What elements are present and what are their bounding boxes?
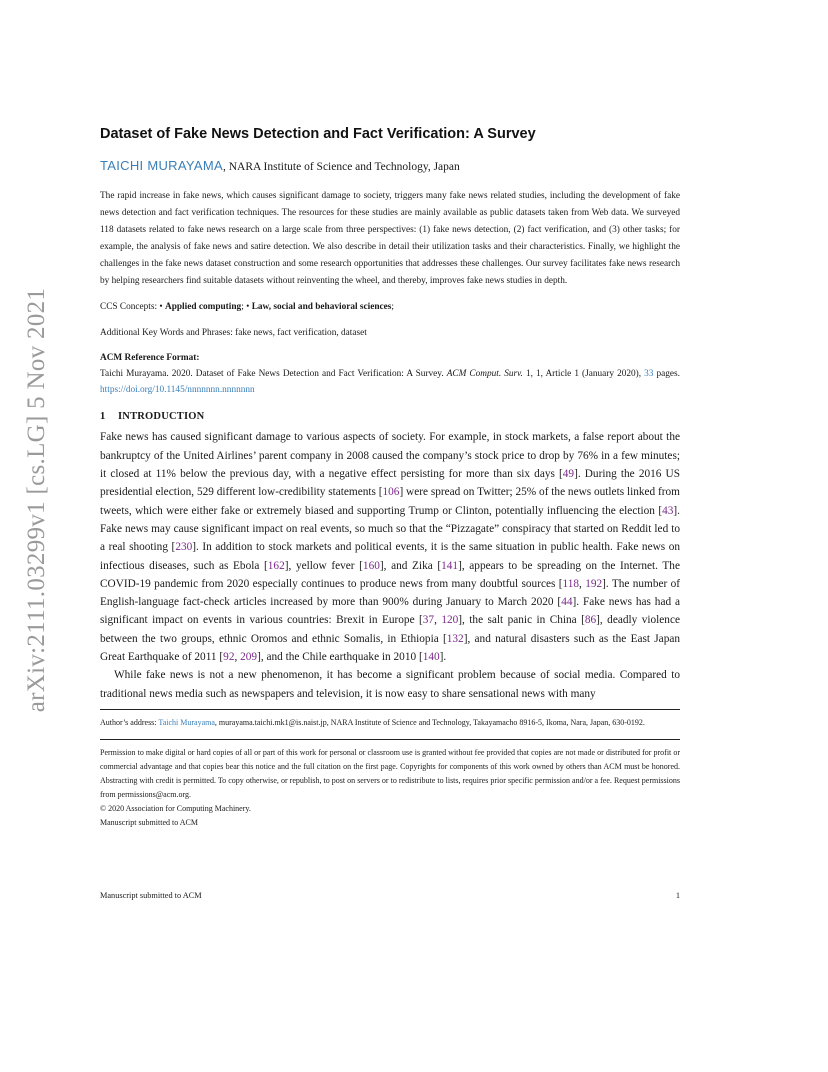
arxiv-side-stamp <box>22 265 52 735</box>
footnote-rule <box>100 709 680 710</box>
paper-first-page <box>100 126 680 830</box>
intro-text-segment: ]. Fake news may cause significant impact on real events, so much so that the “Pizzagate” conspiracy that started on Reddit led to a real shooting [ <box>100 504 680 554</box>
intro-text-segment: ]. In addition to stock markets and political events, it is the same situation in public health. Fake news on infectious diseases, such as Ebola [ <box>100 541 681 572</box>
intro-text-segment: ]. <box>439 651 447 663</box>
acm-ref-pages-link[interactable]: 33 <box>644 369 654 380</box>
intro-paragraph-1 <box>100 428 680 666</box>
author-address-rest: , murayama.taichi.mk1@is.naist.jp, NARA Institute of Science and Technology, Takayamacho 8916-5, Ikoma, Nara, Japan, 630-0192. <box>214 717 645 727</box>
intro-text-segment: ], and Zika [ <box>379 559 442 572</box>
manuscript-note: Manuscript submitted to ACM <box>100 817 198 827</box>
citation-link[interactable]: 162 <box>267 559 285 572</box>
citation-link[interactable]: 140 <box>422 651 440 663</box>
copyright-line: © 2020 Association for Computing Machinery. <box>100 803 251 813</box>
footer-manuscript: Manuscript submitted to ACM <box>100 891 202 900</box>
intro-text-segment: , <box>434 614 442 627</box>
ccs-item-applied-computing: Applied computing <box>164 302 242 313</box>
citation-link[interactable]: 92 <box>223 651 235 663</box>
citation-link[interactable]: 86 <box>584 614 597 627</box>
intro-text-segment: Fake news has caused significant damage to various aspects of society. For example, in stock markets, a false report about the bankruptcy of the United Airlines’ parent company in 2008 caused the company’s stock price to drop by 76% in a few minutes; it closed at 11% below the previous day, with a negative effect persisting for more than six days [ <box>100 431 680 481</box>
citation-link[interactable]: 160 <box>362 559 380 572</box>
citation-link[interactable]: 44 <box>561 596 573 609</box>
arxiv-identifier: arXiv:2111.03299v1 [cs.LG] 5 Nov 2021 <box>23 287 50 713</box>
intro-text-segment: ], appears to be spreading on the Internet. The COVID-19 pandemic from 2020 especially continues to produce news from many doubtful sources [ <box>100 559 680 590</box>
section-title: INTRODUCTION <box>118 411 205 423</box>
intro-text-segment: ], and the Chile earthquake in 2010 [ <box>257 651 423 663</box>
ccs-concepts <box>100 299 680 315</box>
author-name[interactable]: TAICHI MURAYAMA <box>100 158 223 173</box>
abstract: The rapid increase in fake news, which causes significant damage to society, triggers many fake news related studies, including the development of fake news detection and fact verification techniques. The resources for these studies are mainly available as public datasets taken from Web data. We surveyed 118 datasets related to fake news research on a large scale from three perspectives: (1) fake news detection, (2) fact verification, and (3) other tasks; for example, the analysis of fake news and satire detection. We also describe in detail their utilization tasks and their characteristics. Finally, we highlight the challenges in the fake news dataset construction and some research opportunities that addresses these challenges. Our survey facilitates fake news research by helping researchers find suitable datasets without reinventing the wheel, and thereby, improves fake news studies in depth. <box>100 191 680 286</box>
paper-title: Dataset of Fake News Detection and Fact Verification: A Survey <box>100 126 536 142</box>
page-footer <box>100 891 680 900</box>
citation-link[interactable]: 118 <box>562 577 580 590</box>
citation-link[interactable]: 132 <box>446 632 464 645</box>
intro-text-segment: ]. During the 2016 US presidential election, 529 different low-credibility statements [ <box>100 468 680 499</box>
page-number: 1 <box>675 891 680 900</box>
citation-link[interactable]: 106 <box>382 486 400 499</box>
ccs-end: ; <box>391 302 394 313</box>
keywords: Additional Key Words and Phrases: fake news, fact verification, dataset <box>100 328 367 339</box>
section-number: 1 <box>100 411 106 423</box>
intro-text-segment: ]. Fake news has had a significant impact on events in various countries: Brexit in Europe [ <box>100 596 680 627</box>
author-address-prefix: Author’s address: <box>100 717 159 727</box>
citation-link[interactable]: 43 <box>662 504 674 517</box>
intro-paragraph-2: While fake news is not a new phenomenon, it has become a significant problem because of social media. Compared to traditional news media such as newspapers and television, it is now easy to share sensational news with many <box>100 669 680 700</box>
author-address <box>100 716 680 730</box>
intro-text-segment: ], yellow fever [ <box>284 559 363 572</box>
citation-link[interactable]: 49 <box>562 468 575 481</box>
citation-link[interactable]: 141 <box>441 559 459 572</box>
author-affiliation: , NARA Institute of Science and Technology, Japan <box>222 161 460 173</box>
permission-notice: Permission to make digital or hard copies of all or part of this work for personal or classroom use is granted without fee provided that copies are not made or distributed for profit or commercial advantage and that copies bear this notice and the full citation on the first page. Copyrights for components of this work owned by others than ACM must be honored. Abstracting with credit is permitted. To copy otherwise, or republish, to post on servers or to redistribute to lists, requires prior specific permission and/or a fee. Request permissions from permissions@acm.org. <box>100 747 680 799</box>
intro-text-segment: , <box>579 577 586 590</box>
intro-text-segment: , <box>234 651 241 663</box>
intro-text-segment: ], deadly violence between the two groups, ethnic Oromos and ethnic Somalis, in Ethiopia [ <box>100 614 680 645</box>
doi-link[interactable]: https://doi.org/10.1145/nnnnnnn.nnnnnnn <box>100 385 255 396</box>
section-heading <box>100 411 680 422</box>
permission-rule <box>100 739 680 740</box>
acm-ref-text-1: Taichi Murayama. 2020. Dataset of Fake News Detection and Fact Verification: A Survey. <box>100 369 447 380</box>
ccs-prefix: CCS Concepts: • <box>100 302 165 313</box>
acm-reference-heading: ACM Reference Format: <box>100 353 200 364</box>
ccs-separator: ; • <box>241 302 252 313</box>
citation-link[interactable]: 37 <box>422 614 435 627</box>
intro-text-segment: ], the salt panic in China [ <box>458 614 585 627</box>
intro-text-segment: ] were spread on Twitter; 25% of the news outlets linked from tweets, which were either fake or extremely biased and supporting Trump or Clinton, potentially influencing the election [ <box>100 486 680 517</box>
citation-link[interactable]: 209 <box>240 651 258 663</box>
author-line <box>100 158 680 173</box>
citation-link[interactable]: 230 <box>175 541 193 554</box>
ccs-item-law-social: Law, social and behavioral sciences <box>251 302 392 313</box>
acm-ref-text-2: 1, 1, Article 1 (January 2020), <box>522 369 645 380</box>
citation-link[interactable]: 192 <box>585 577 603 590</box>
intro-text-segment: ]. The number of English-language fact-check articles increased by more than 900% during January to March 2020 [ <box>100 577 681 609</box>
author-address-name-link[interactable]: Taichi Murayama <box>158 717 215 727</box>
intro-text-segment: ], and natural disasters such as the East Japan Great Earthquake of 2011 [ <box>100 632 681 663</box>
acm-ref-text-3: pages. <box>653 369 680 380</box>
acm-ref-journal: ACM Comput. Surv. <box>446 369 523 380</box>
citation-link[interactable]: 120 <box>441 614 459 627</box>
acm-reference-text <box>100 366 680 398</box>
